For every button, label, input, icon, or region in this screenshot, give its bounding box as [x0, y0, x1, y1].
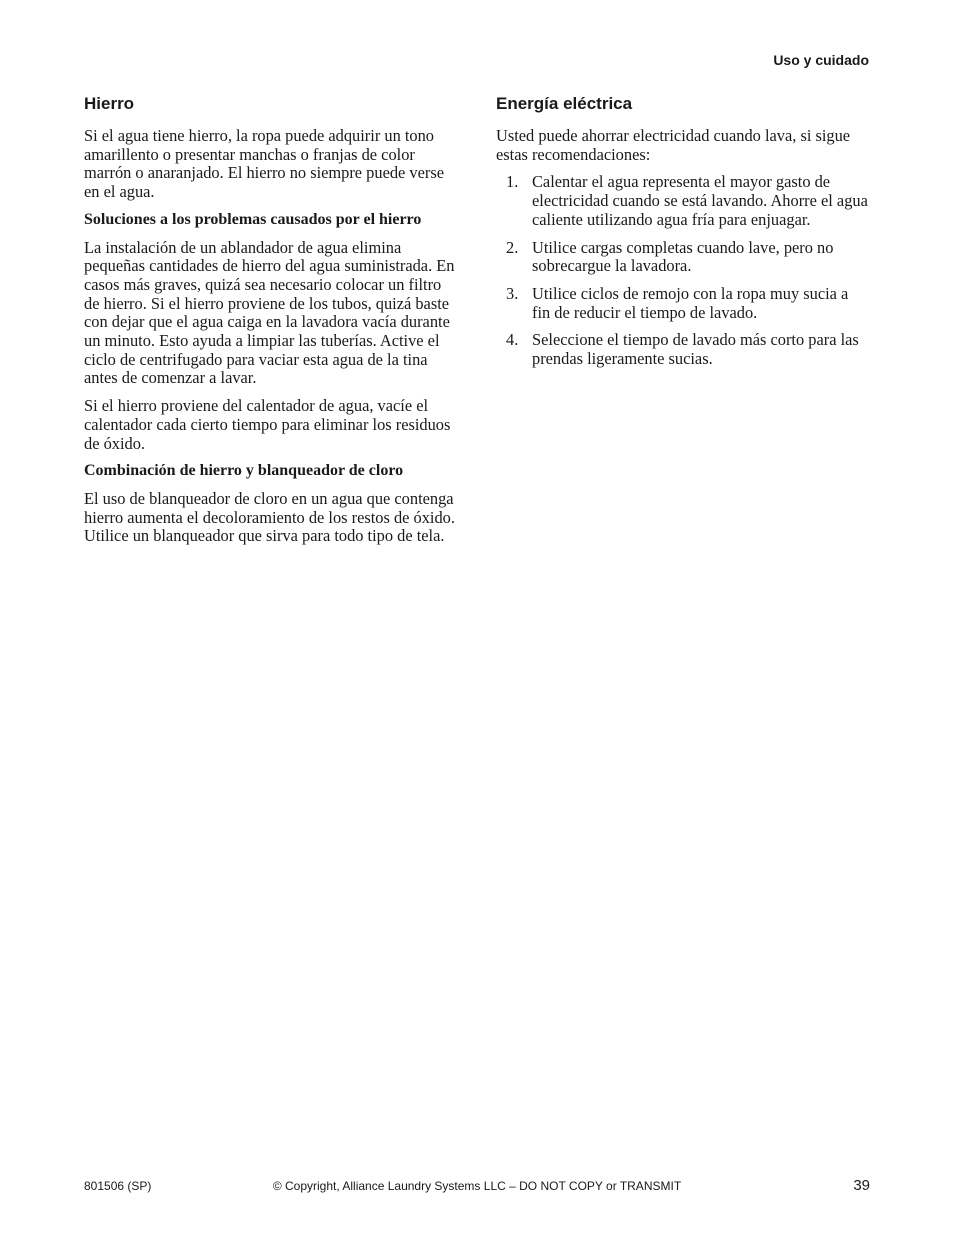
list-item-number: 1. — [506, 172, 519, 192]
list-item-text: Seleccione el tiempo de lavado más corto para las prendas ligeramente sucias. — [532, 330, 859, 369]
subheading-soluciones: Soluciones a los problemas causados por el hierro — [84, 210, 422, 228]
list-item-text: Utilice ciclos de remojo con la ropa muy sucia a fin de reducir el tiempo de lavado. — [532, 283, 849, 322]
paragraph-ablandador: La instalación de un ablandador de agua elimina pequeñas cantidades de hierro del agua suministrada. En casos más graves, quizá sea necesario colocar un filtro de hierro. Si el hierro proviene de los tubos, quizá baste con dejar que el agua caiga en la lavadora vacía durante un minuto. Esto ayuda a limpiar las tuberías. Active el ciclo de centrifugado para vaciar esta agua de la tina antes de comenzar a lavar. — [84, 237, 455, 388]
list-item-number: 4. — [506, 330, 519, 350]
list-item — [496, 285, 870, 322]
section-heading-hierro: Hierro — [84, 94, 135, 113]
running-header: Uso y cuidado — [773, 52, 869, 68]
paragraph-calentador: Si el hierro proviene del calentador de agua, vacíe el calentador cada cierto tiempo para eliminar los residuos de óxido. — [84, 396, 451, 453]
subheading-combinacion: Combinación de hierro y blanqueador de cloro — [84, 462, 404, 480]
paragraph-intro: Si el agua tiene hierro, la ropa puede adquirir un tono amarillento o presentar manchas o franjas de color marrón o anaranjado. El hierro no siempre puede verse en el agua. — [84, 126, 444, 202]
list-item — [496, 173, 870, 229]
list-item-text: Calentar el agua representa el mayor gasto de electricidad cuando se está lavando. Ahorre el agua caliente utilizando agua fría para enjuagar. — [532, 172, 868, 229]
list-item-number: 2. — [506, 237, 519, 257]
left-column — [84, 93, 460, 555]
list-item-number: 3. — [506, 283, 519, 303]
page-number: 39 — [853, 1177, 870, 1194]
list-item — [496, 239, 870, 276]
paragraph-energia-intro: Usted puede ahorrar electricidad cuando lava, si sigue estas recomendaciones: — [496, 126, 851, 164]
paragraph-blanqueador: El uso de blanqueador de cloro en un agua que contenga hierro aumenta el decoloramiento de los restos de óxido. Utilice un blanqueador que sirva para todo tipo de tela. — [84, 488, 455, 546]
list-item-text: Utilice cargas completas cuando lave, pero no sobrecargue la lavadora. — [532, 237, 834, 276]
section-heading-energia: Energía eléctrica — [496, 94, 633, 113]
list-item — [496, 331, 870, 368]
right-column — [496, 93, 870, 378]
copyright-notice: © Copyright, Alliance Laundry Systems LLC – DO NOT COPY or TRANSMIT — [272, 1179, 682, 1193]
recommendations-list — [496, 173, 870, 368]
document-number: 801506 (SP) — [84, 1179, 152, 1193]
